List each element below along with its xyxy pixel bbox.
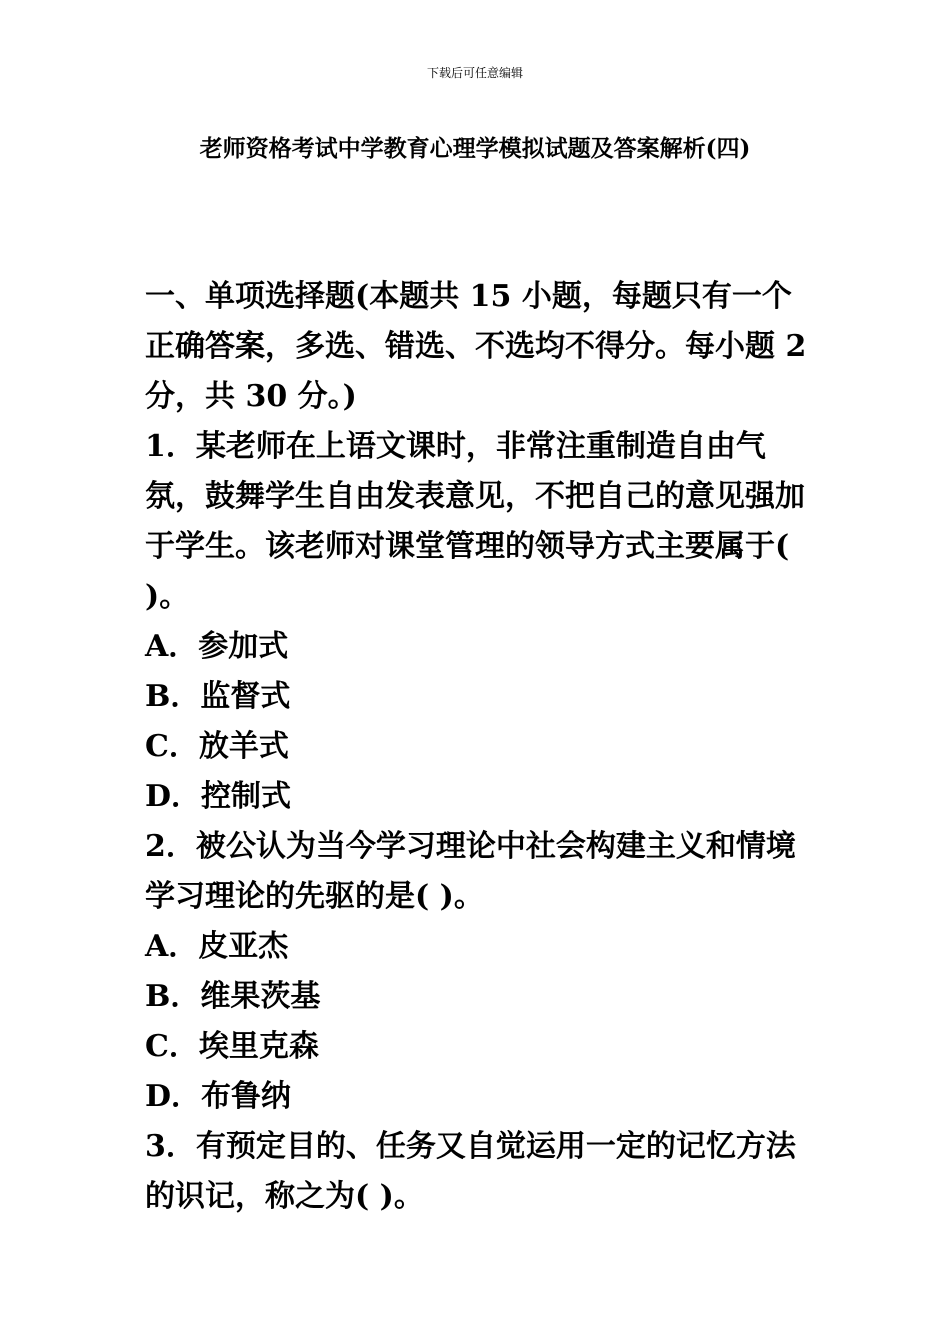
question-2-option-c: C．埃里克森 xyxy=(145,1029,319,1064)
question-1-option-b: B．监督式 xyxy=(145,679,291,714)
document-title: 老师资格考试中学教育心理学模拟试题及答案解析(四) xyxy=(199,135,751,162)
question-2-option-a: A．皮亚杰 xyxy=(145,929,289,964)
question-2-option-b: B．维果茨基 xyxy=(145,979,321,1014)
question-2-stem: 2．被公认为当今学习理论中社会构建主义和情境学习理论的先驱的是( )。 xyxy=(145,829,796,914)
question-1-option-c: C．放羊式 xyxy=(145,729,289,764)
section-heading: 一、单项选择题(本题共 15 小题，每题只有一个正确答案，多选、错选、不选均不得分。每小题 2 分，共 30 分。) xyxy=(145,279,817,414)
document-body xyxy=(145,272,817,1222)
question-1-option-a: A．参加式 xyxy=(145,629,289,664)
header-note: 下载后可任意编辑 xyxy=(426,66,523,80)
question-2-option-d: D．布鲁纳 xyxy=(145,1079,292,1114)
question-3-stem: 3．有预定目的、任务又自觉运用一定的记忆方法的识记，称之为( )。 xyxy=(145,1129,796,1214)
question-1-option-d: D．控制式 xyxy=(145,779,292,814)
question-1-stem: 1．某老师在上语文课时，非常注重制造自由气氛，鼓舞学生自由发表意见，不把自己的意见强加于学生。该老师对课堂管理的领导方式主要属于( )。 xyxy=(145,429,805,614)
